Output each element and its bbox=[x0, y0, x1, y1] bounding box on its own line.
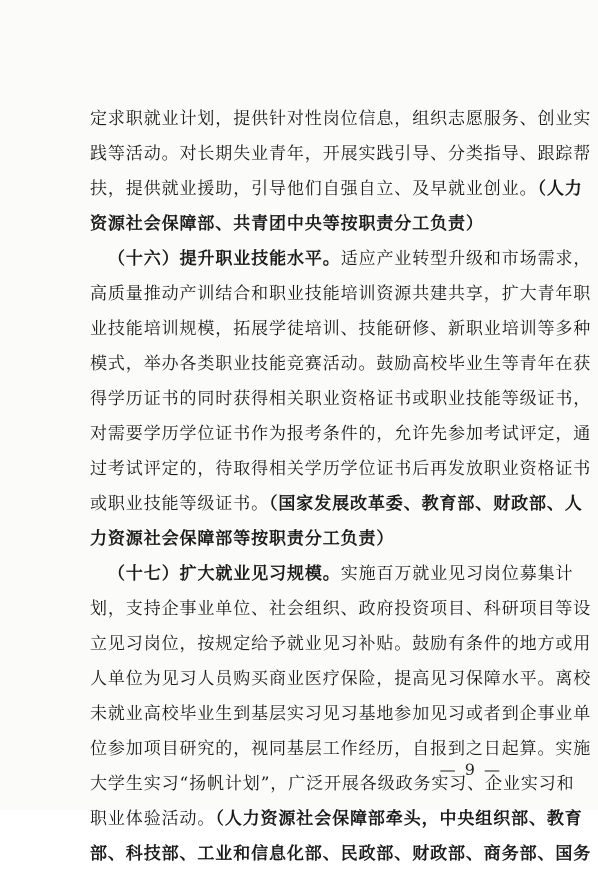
text-segment: 职业体验活动。 bbox=[90, 809, 216, 829]
text-segment: 定求职就业计划，提供针对性岗位信息，组织志愿服务、创业实 bbox=[90, 109, 592, 129]
text-segment: 位参加项目研究的，视同基层工作经历，自报到之日起算。实施 bbox=[90, 739, 592, 759]
text-line bbox=[90, 487, 583, 522]
text-line bbox=[90, 172, 583, 207]
text-line bbox=[90, 662, 592, 697]
bold-text-segment: 部、科技部、工业和信息化部、民政部、财政部、商务部、国务 bbox=[90, 844, 592, 864]
bold-text-segment: （人力 bbox=[537, 179, 583, 199]
text-line bbox=[90, 207, 530, 242]
page-number: — 9 — bbox=[439, 760, 502, 779]
text-segment: 或职业技能等级证书。 bbox=[90, 494, 269, 514]
text-line bbox=[90, 417, 592, 452]
text-line bbox=[90, 557, 574, 592]
text-segment: 适应产业转型升级和市场需求， bbox=[340, 249, 592, 269]
text-line bbox=[90, 697, 592, 732]
bold-text-segment: 资源社会保障部、共青团中央等按职责分工负责） bbox=[90, 214, 484, 234]
text-line bbox=[90, 102, 592, 137]
bold-text-segment: （国家发展改革委、教育部、财政部、人 bbox=[269, 494, 583, 514]
text-line bbox=[90, 837, 592, 872]
text-line bbox=[90, 312, 592, 347]
text-segment: 划，支持企事业单位、社会组织、政府投资项目、科研项目等设 bbox=[90, 599, 592, 619]
text-segment: 立见习岗位，按规定给予就业见习补贴。鼓励有条件的地方或用 bbox=[90, 634, 592, 654]
text-line bbox=[90, 242, 592, 277]
text-segment: 高质量推动产训结合和职业技能培训资源共建共享，扩大青年职 bbox=[90, 284, 592, 304]
text-segment: 对需要学历学位证书作为报考条件的，允许先参加考试评定，通 bbox=[90, 424, 592, 444]
text-line bbox=[90, 592, 592, 627]
text-line bbox=[90, 137, 592, 172]
text-segment: 实施百万就业见习岗位募集计 bbox=[340, 564, 574, 584]
text-segment: 人单位为见习人员购买商业医疗保险，提高见习保障水平。离校 bbox=[90, 669, 592, 689]
body-text bbox=[90, 102, 592, 872]
bold-text-segment: （十七）扩大就业见习规模。 bbox=[108, 564, 341, 584]
text-segment: 未就业高校毕业生到基层实习见习基地参加见习或者到企事业单 bbox=[90, 704, 592, 724]
bold-text-segment: （人力资源社会保障部牵头，中央组织部、教育 bbox=[215, 809, 583, 829]
text-line bbox=[90, 382, 592, 417]
text-segment: 践等活动。对长期失业青年，开展实践引导、分类指导、跟踪帮 bbox=[90, 144, 592, 164]
bold-text-segment: 力资源社会保障部等按职责分工负责） bbox=[90, 529, 395, 549]
text-segment: 模式，举办各类职业技能竞赛活动。鼓励高校毕业生等青年在获 bbox=[90, 354, 592, 374]
text-segment: 过考试评定的，待取得相关学历学位证书后再发放职业资格证书 bbox=[90, 459, 592, 479]
text-line bbox=[90, 627, 592, 662]
text-segment: 业技能培训规模，拓展学徒培训、技能研修、新职业培训等多种 bbox=[90, 319, 592, 339]
text-line bbox=[90, 452, 592, 487]
text-line bbox=[90, 277, 592, 312]
text-line bbox=[90, 522, 530, 557]
text-segment: 扶，提供就业援助，引导他们自强自立、及早就业创业。 bbox=[90, 179, 538, 199]
text-line bbox=[90, 802, 583, 837]
text-segment: 大学生实习“扬帆计划”，广泛开展各级政务实习、企业实习和 bbox=[90, 774, 575, 794]
text-segment: 得学历证书的同时获得相关职业资格证书或职业技能等级证书， bbox=[90, 389, 592, 409]
bold-text-segment: （十六）提升职业技能水平。 bbox=[108, 249, 341, 269]
text-line bbox=[90, 347, 592, 382]
